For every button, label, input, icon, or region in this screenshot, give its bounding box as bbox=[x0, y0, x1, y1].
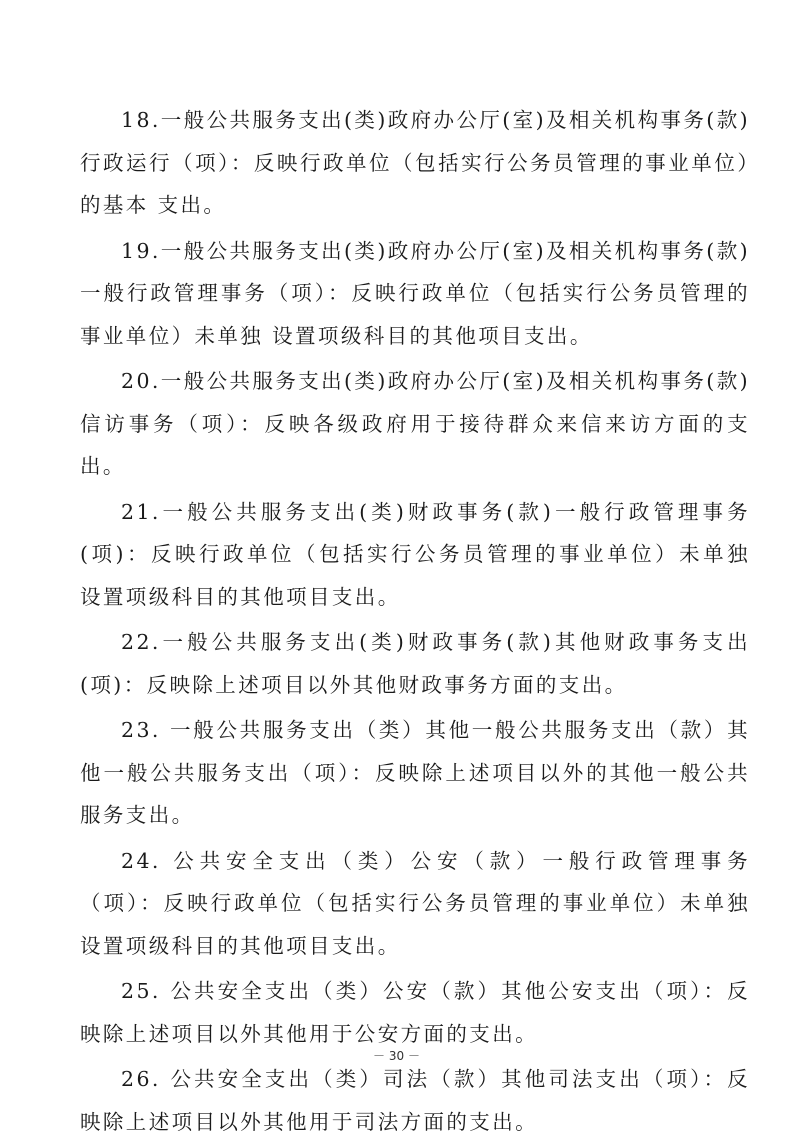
paragraph-item-26: 26. 公共安全支出（类）司法（款）其他司法支出（项）：反映除上述项目以外其他用于司法方面的支出。 bbox=[80, 1067, 750, 1134]
paragraph-item-24: 24. 公共安全支出（类）公安（款）一般行政管理事务（项）：反映行政单位（包括实行公务员管理的事业单位）未单独 设置项级科目的其他项目支出。 bbox=[80, 848, 750, 958]
paragraph-item-20: 20.一般公共服务支出(类)政府办公厅(室)及相关机构事务(款)信访事务（项）：反映各级政府用于接待群众来信来访方面的支出。 bbox=[80, 369, 750, 478]
page-number: － 30 － bbox=[373, 1049, 420, 1063]
paragraph-item-21: 21.一般公共服务支出(类)财政事务(款)一般行政管理事务(项)：反映行政单位（包括实行公务员管理的事业单位）未单独 设置项级科目的其他项目支出。 bbox=[80, 499, 750, 609]
paragraph-item-18: 18.一般公共服务支出(类)政府办公厅(室)及相关机构事务(款)行政运行（项）：反映行政单位（包括实行公务员管理的事业单位）的基本 支出。 bbox=[80, 108, 750, 217]
paragraph-item-22: 22.一般公共服务支出(类)财政事务(款)其他财政事务支出(项)：反映除上述项目以外其他财政事务方面的支出。 bbox=[80, 630, 750, 697]
body-text bbox=[80, 99, 750, 1146]
paragraph-item-25: 25. 公共安全支出（类）公安（款）其他公安支出（项）：反映除上述项目以外其他用于公安方面的支出。 bbox=[80, 979, 750, 1046]
paragraph-item-19: 19.一般公共服务支出(类)政府办公厅(室)及相关机构事务(款)一般行政管理事务（项）：反映行政单位（包括实行公务员管理的事业单位）未单独 设置项级科目的其他项目支出。 bbox=[80, 238, 750, 348]
paragraph-item-23: 23. 一般公共服务支出（类）其他一般公共服务支出（款）其他一般公共服务支出（项）：反映除上述项目以外的其他一般公共服务支出。 bbox=[80, 718, 750, 827]
